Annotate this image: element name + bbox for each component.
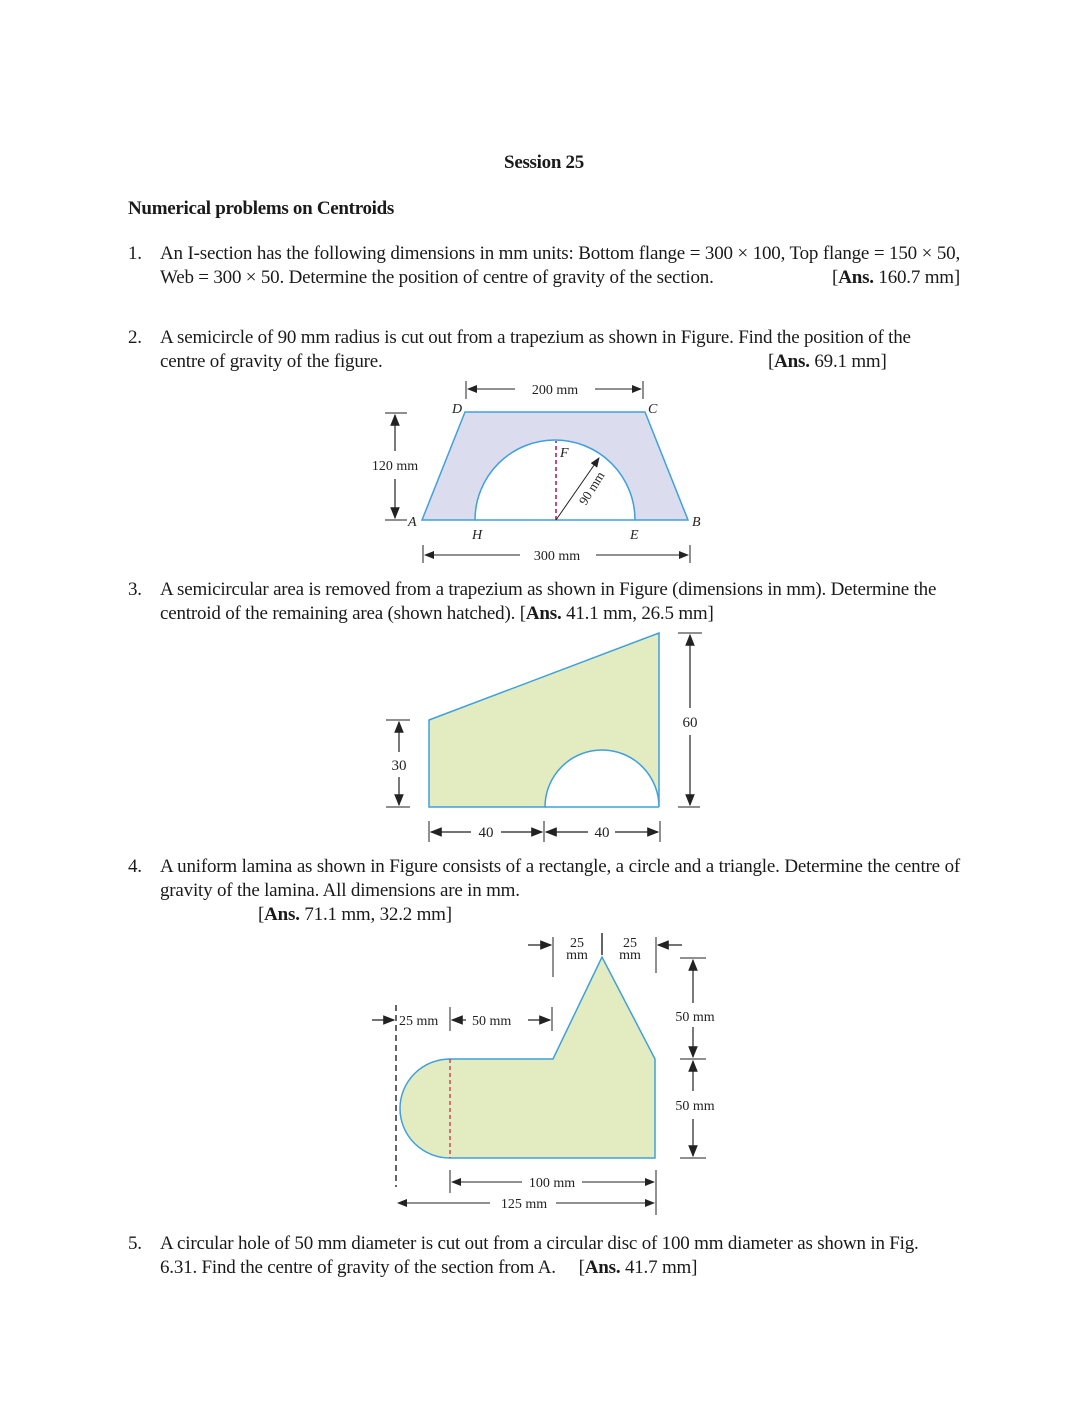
problem-number: 5. [128,1233,142,1254]
answer-label: Ans. [838,267,874,288]
answer: [Ans. 41.1 mm, 26.5 mm] [519,603,714,624]
problem-number: 1. [128,243,142,264]
problem-text: A uniform lamina as shown in Figure consists of a rectangle, a circle and a triangle. Determine the centre of gravity of the lamina. All dimensions are in mm. [160,856,960,901]
svg-text:mm: mm [619,948,641,963]
answer: [Ans. 69.1 mm] [768,351,887,372]
problem-4 [128,855,960,927]
figure-lamina [360,925,730,1220]
svg-text:mm: mm [566,948,588,963]
svg-text:25: 25 [570,936,584,951]
svg-text:B: B [692,515,701,530]
top-width-label: 200 mm [531,383,579,398]
problem-number: 4. [128,856,142,877]
problem-5 [128,1232,960,1280]
svg-text:E: E [630,528,639,543]
answer-label: Ans. [584,1257,621,1278]
bottom-left-label: 40 [478,825,494,841]
rect-height-label: 50 mm [675,1099,715,1114]
svg-text:25: 25 [623,936,637,951]
left-height-label: 30 [391,758,407,774]
section-heading: Numerical problems on Centroids [128,198,395,219]
svg-text:C: C [648,402,658,417]
problem-text: A semicircle of 90 mm radius is cut out from a trapezium as shown in Figure. Find the position of the centre of gravity of the figure. [160,327,911,372]
problem-2 [128,326,960,374]
figure-trapezium-semicircle [360,375,720,575]
svg-text:H: H [472,528,483,543]
svg-text:D: D [452,402,463,417]
bottom-right-label: 40 [594,825,610,841]
right-height-label: 60 [682,715,698,731]
problem-number: 3. [128,579,142,600]
answer-value: 69.1 mm [814,351,881,372]
answer-value: 160.7 mm [878,267,954,288]
rect-width-label: 100 mm [528,1176,576,1191]
svg-text:A: A [408,515,417,530]
mid-offset-label: 50 mm [472,1014,512,1029]
answer-label: Ans. [774,351,810,372]
answer: [Ans. 41.7 mm] [578,1257,698,1278]
problem-number: 2. [128,327,142,348]
problem-3 [128,578,960,626]
bottom-width-label: 300 mm [533,549,581,564]
height-label: 120 mm [371,459,419,474]
left-offset-label: 25 mm [399,1014,439,1029]
figure-trapezium-semicircle-hatched [370,625,720,855]
answer: [Ans. 160.7 mm] [832,267,960,288]
problem-text: A circular hole of 50 mm diameter is cut out from a circular disc of 100 mm diameter as shown in Fig. 6.31. Find the centre of gravity of the section from A. [160,1233,919,1278]
problem-text: An I-section has the following dimensions in mm units: Bottom flange = 300 × 100, Top flange = 150 × 50, Web = 300 × 50. Determine the position of centre of gravity of the section. [160,243,960,288]
radius-label: 90 mm [575,468,608,508]
answer-label: Ans. [264,904,300,925]
triangle-height-label: 50 mm [675,1010,715,1025]
answer: [Ans. 71.1 mm, 32.2 mm] [258,904,452,925]
answer-value: 41.7 mm [624,1257,692,1278]
answer-value: 71.1 mm, 32.2 mm [304,904,446,925]
problem-1 [128,242,960,290]
session-title: Session 25 [504,152,584,173]
svg-text:F: F [560,446,569,461]
total-width-label: 125 mm [500,1197,548,1212]
answer-label: Ans. [525,603,562,624]
answer-value: 41.1 mm, 26.5 mm [566,603,708,624]
problem-text: A semicircular area is removed from a trapezium as shown in Figure (dimensions in mm). Determine the centroid of the remaining area (shown hatched). [160,579,937,624]
